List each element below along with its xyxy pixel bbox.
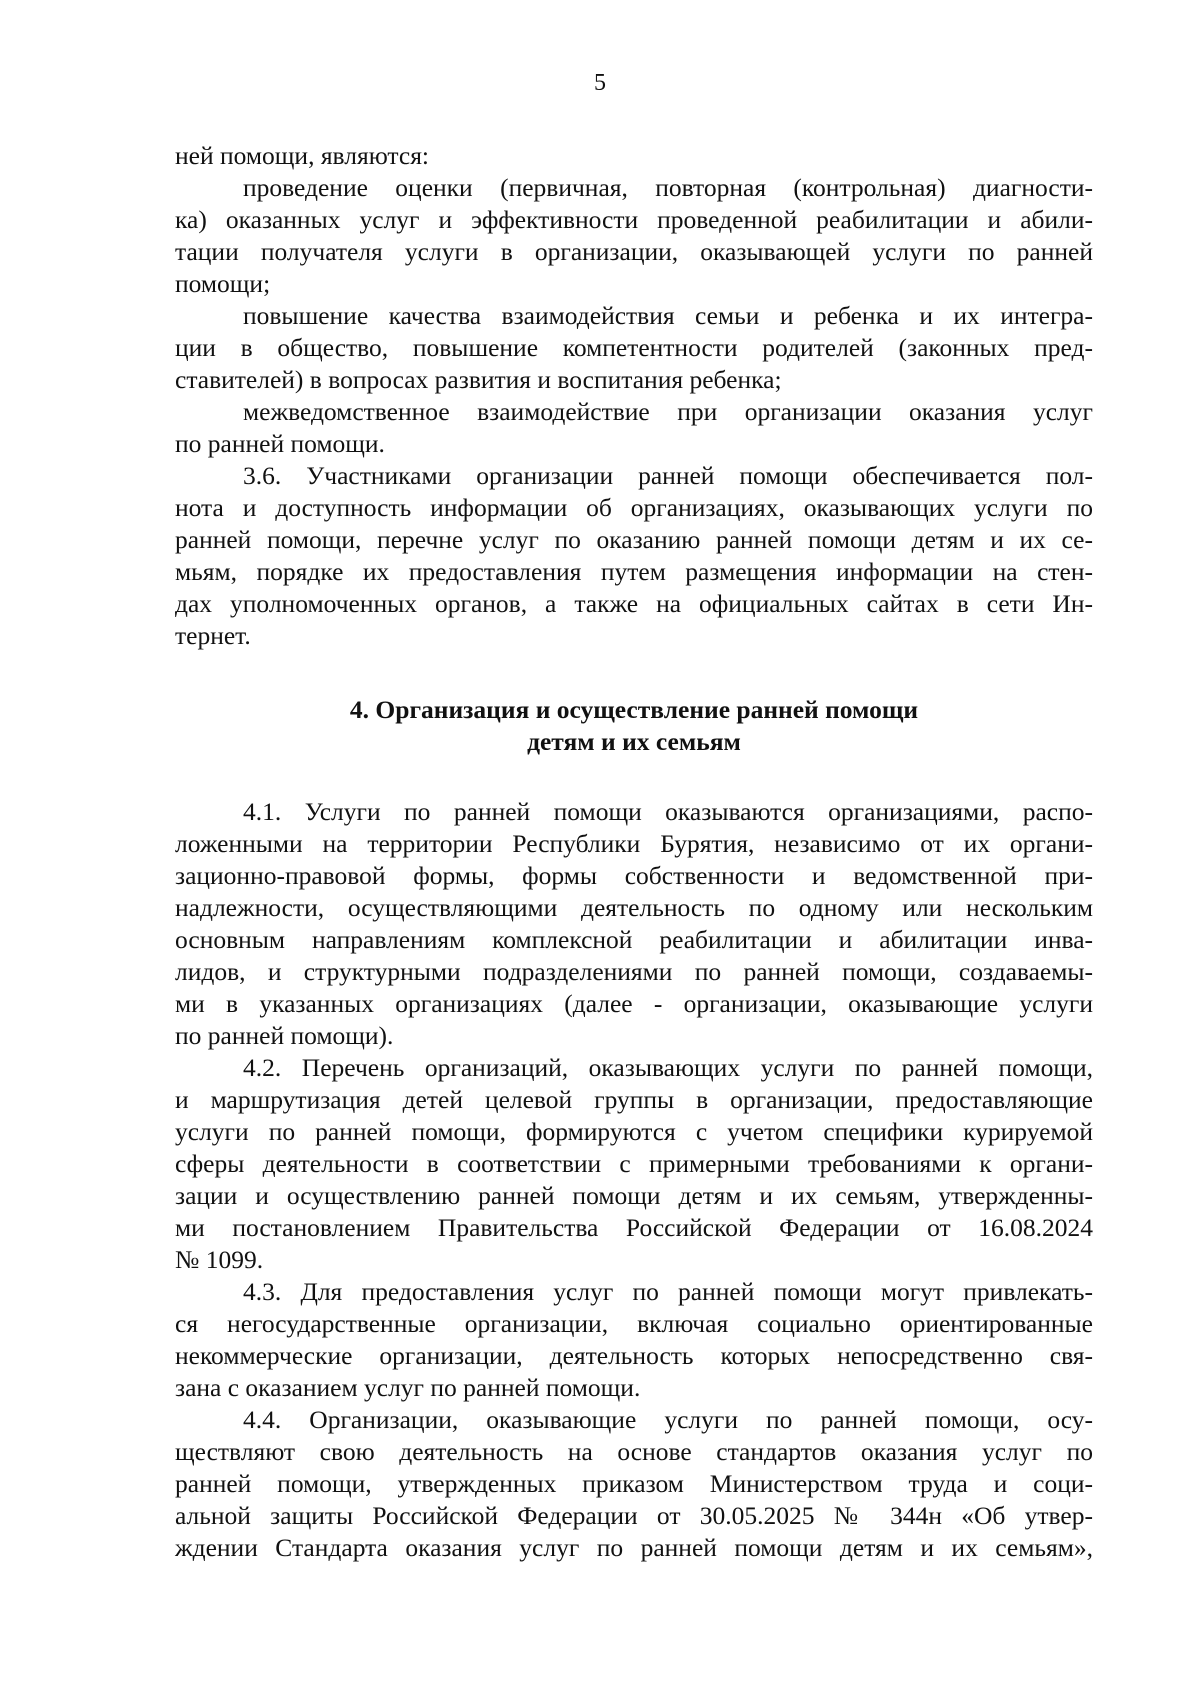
text-line: ми постановлением Правительства Российской Федерации от 16.08.2024 — [175, 1213, 1093, 1242]
text-line: тации получателя услуги в организации, оказывающей услуги по ранней — [175, 237, 1093, 266]
text-line: сферы деятельности в соответствии с примерными требованиями к органи- — [175, 1149, 1093, 1178]
list-block — [175, 140, 1093, 652]
text-line: межведомственное взаимодействие при организации оказания услуг — [243, 397, 1093, 426]
text-line: лидов, и структурными подразделениями по ранней помощи, создаваемы- — [175, 957, 1093, 986]
text-line: зана с оказанием услуг по ранней помощи. — [175, 1373, 641, 1402]
text-line: ществляют свою деятельность на основе стандартов оказания услуг по — [175, 1437, 1093, 1466]
text-line: проведение оценки (первичная, повторная (контрольная) диагности- — [243, 173, 1093, 202]
text-line: ранней помощи, утвержденных приказом Министерством труда и соци- — [175, 1469, 1093, 1498]
text-line: ранней помощи, перечне услуг по оказанию ранней помощи детям и их се- — [175, 525, 1093, 554]
text-line: ми в указанных организациях (далее - организации, оказывающие услуги — [175, 989, 1093, 1018]
text-line: ждении Стандарта оказания услуг по ранней помощи детям и их семьям», — [175, 1533, 1093, 1562]
paragraph — [175, 460, 1093, 652]
paragraph — [175, 300, 1093, 396]
paragraph — [175, 1052, 1093, 1276]
text-line: ложенными на территории Республики Бурятия, независимо от их органи- — [175, 829, 1093, 858]
text-line: услуги по ранней помощи, формируются с учетом специфики курируемой — [175, 1117, 1093, 1146]
paragraph — [175, 796, 1093, 1052]
text-line: зационно-правовой формы, формы собственности и ведомственной при- — [175, 861, 1093, 890]
document-body — [175, 140, 1093, 1564]
section-block — [175, 796, 1093, 1564]
text-line: ся негосударственные организации, включая социально ориентированные — [175, 1309, 1093, 1338]
text-line: по ранней помощи). — [175, 1021, 394, 1050]
text-line: зации и осуществлению ранней помощи детям и их семьям, утвержденны- — [175, 1181, 1093, 1210]
paragraph — [175, 1404, 1093, 1564]
text-line: 3.6. Участниками организации ранней помощи обеспечивается пол- — [243, 461, 1093, 490]
text-line: некоммерческие организации, деятельность которых непосредственно свя- — [175, 1341, 1093, 1370]
text-line: дах уполномоченных органов, а также на официальных сайтах в сети Ин- — [175, 589, 1093, 618]
text-line: № 1099. — [175, 1245, 264, 1274]
text-line: 4.3. Для предоставления услуг по ранней помощи могут привлекать- — [243, 1277, 1093, 1306]
text-line: альной защиты Российской Федерации от 30.05.2025 № 344н «Об утвер- — [175, 1501, 1093, 1530]
section-heading-line-2: детям и их семьям — [527, 727, 741, 756]
text-line: ции в общество, повышение компетентности родителей (законных пред- — [175, 333, 1093, 362]
section-heading — [175, 694, 1093, 758]
text-line: ка) оказанных услуг и эффективности проведенной реабилитации и абили- — [175, 205, 1093, 234]
text-line: надлежности, осуществляющими деятельность по одному или нескольким — [175, 893, 1093, 922]
text-line: помощи; — [175, 269, 271, 298]
text-line: 4.2. Перечень организаций, оказывающих услуги по ранней помощи, — [243, 1053, 1093, 1082]
text-line: основным направлениям комплексной реабилитации и абилитации инва- — [175, 925, 1093, 954]
paragraph — [175, 172, 1093, 300]
section-heading-line-1: 4. Организация и осуществление ранней помощи — [349, 695, 919, 724]
text-line: повышение качества взаимодействия семьи и ребенка и их интегра- — [243, 301, 1093, 330]
text-line: 4.4. Организации, оказывающие услуги по ранней помощи, осу- — [243, 1405, 1093, 1434]
page-number: 5 — [594, 70, 606, 96]
text-line: и маршрутизация детей целевой группы в организации, предоставляющие — [175, 1085, 1093, 1114]
text-line: 4.1. Услуги по ранней помощи оказываются организациями, распо- — [243, 797, 1093, 826]
text-line: по ранней помощи. — [175, 429, 385, 458]
text-line: ставителей) в вопросах развития и воспитания ребенка; — [175, 365, 782, 394]
text-line: нота и доступность информации об организациях, оказывающих услуги по — [175, 493, 1093, 522]
text-line: мьям, порядке их предоставления путем размещения информации на стен- — [175, 557, 1093, 586]
paragraph — [175, 1276, 1093, 1404]
intro-fragment: ней помощи, являются: — [175, 141, 430, 170]
paragraph — [175, 396, 1093, 460]
text-line: тернет. — [175, 621, 251, 650]
